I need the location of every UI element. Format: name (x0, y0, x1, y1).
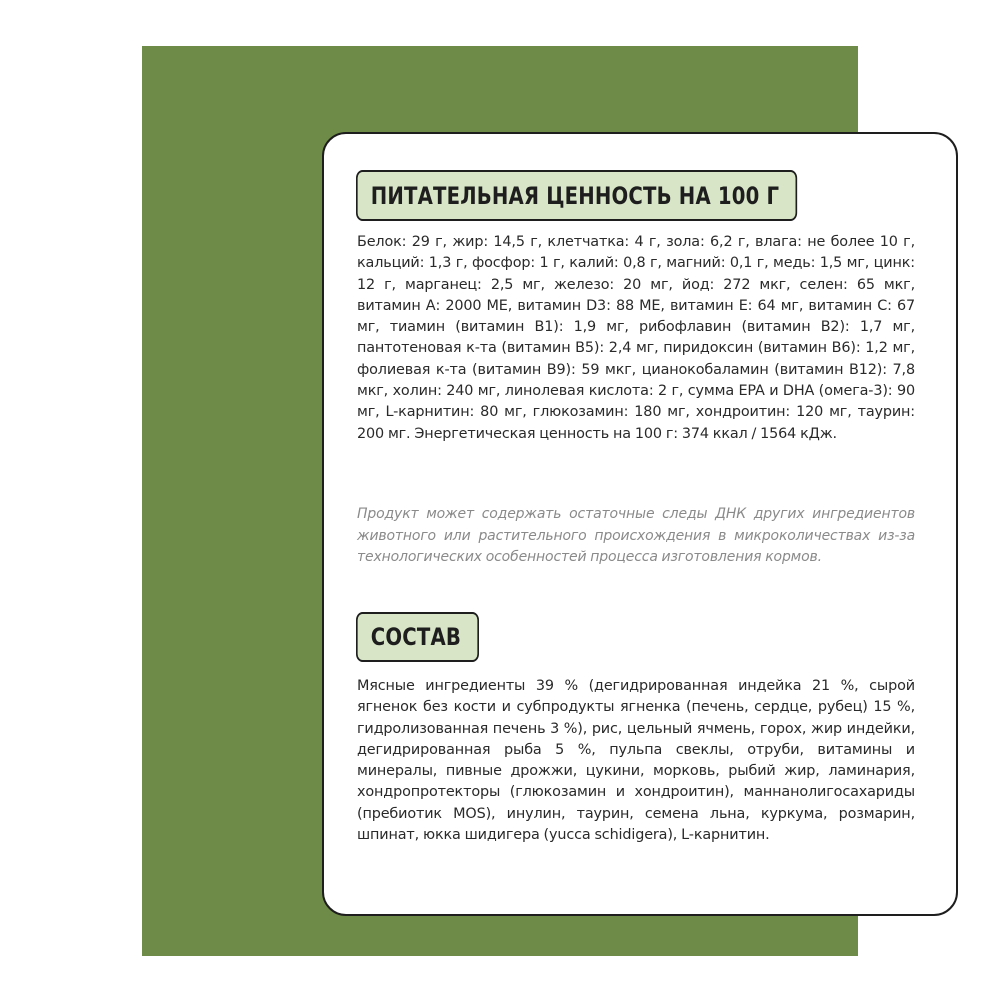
info-card (322, 132, 958, 916)
nutrition-heading: ПИТАТЕЛЬНАЯ ЦЕННОСТЬ НА 100 Г (356, 170, 797, 221)
composition-text: Мясные ингредиенты 39 % (дегидрированная индейка 21 %, сырой ягненок без кости и субпродукты ягненка (печень, сердце, рубец) 15 %, гидролизованная печень 3 %), рис, цельный ячмень, горох, жир индейки, дегидрированная рыба 5 %, пульпа свеклы, отруби, витамины и минералы, пивные дрожжи, цукини, морковь, рыбий жир, ламинария, хондропротекторы (глюкозамин и хондроитин), маннанолигосахариды (пребиотик MOS), инулин, таурин, семена льна, куркума, розмарин, шпинат, юкка шидигера (yucca schidigera), L-карнитин. (357, 678, 915, 844)
dna-trace-note: Продукт может содержать остаточные следы ДНК других ингредиентов животного или растительного происхождения в микроколичествах из-за технологических особенностей процесса изготовления кормов. (357, 506, 915, 565)
nutrition-text: Белок: 29 г, жир: 14,5 г, клетчатка: 4 г, зола: 6,2 г, влага: не более 10 г, кальций: 1,3 г, фосфор: 1 г, калий: 0,8 г, магний: 0,1 г, медь: 1,5 мг, цинк: 12 г, марганец: 2,5 мг, железо: 20 мг, йод: 272 мкг, селен: 65 мкг, витамин А: 2000 МЕ, витамин D3: 88 МЕ, витамин Е: 64 мг, витамин С: 67 мг, тиамин (витамин В1): 1,9 мг, рибофлавин (витамин В2): 1,7 мг, пантотеновая к-та (витамин В5): 2,4 мг, пиридоксин (витамин В6): 1,2 мг, фолиевая к-та (витамин В9): 59 мкг, цианокобаламин (витамин В12): 7,8 мкг, холин: 240 мг, линолевая кислота: 2 г, сумма EPA и DHA (омега-3): 90 мг, L-карнитин: 80 мг, глюкозамин: 180 мг, хондроитин: 120 мг, таурин: 200 мг. Энергетическая ценность на 100 г: 374 ккал / 1564 кДж. (357, 234, 915, 442)
green-background-panel (142, 46, 915, 956)
composition-heading: СОСТАВ (356, 612, 479, 662)
